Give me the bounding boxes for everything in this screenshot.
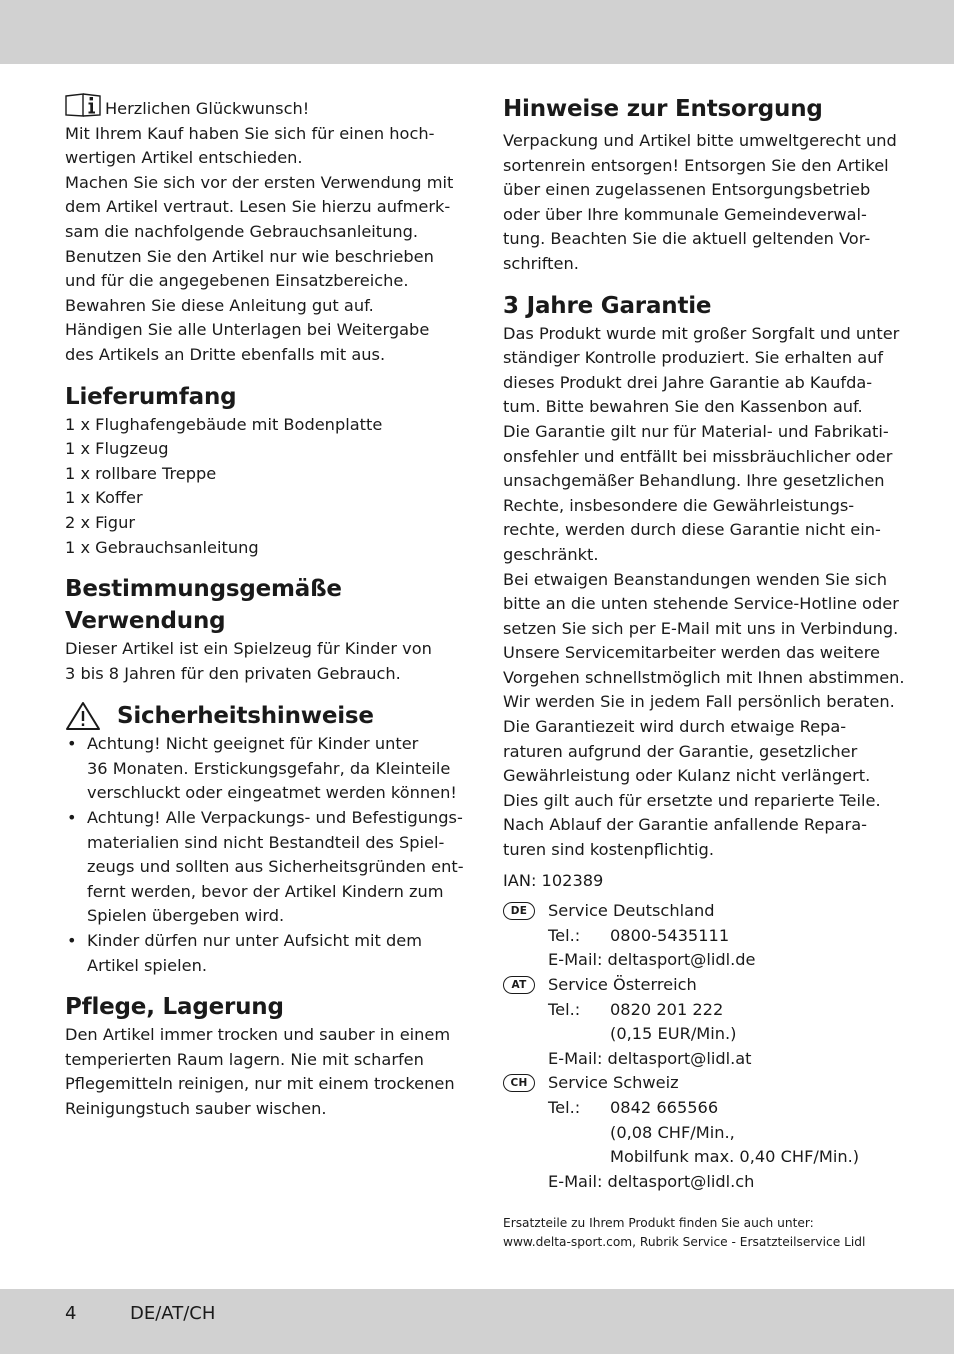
lieferumfang-heading: Lieferumfang <box>65 383 237 410</box>
tel-label: Tel.: <box>548 1097 581 1117</box>
service-email: E-Mail: deltasport@lidl.de <box>548 950 756 970</box>
pflege-heading: Pflege, Lagerung <box>65 994 284 1021</box>
service-email: E-Mail: deltasport@lidl.at <box>548 1048 752 1068</box>
country-flag-ch-icon: CH <box>503 1074 535 1092</box>
intro-line: wertigen Artikel entschieden. <box>65 148 303 168</box>
tel-number: 0820 201 222 (0,15 EUR/Min.) <box>610 999 737 1044</box>
service-name: Service Österreich <box>548 975 697 994</box>
intro-section <box>65 93 457 368</box>
sicherheit-header <box>65 700 457 732</box>
page-region: DE/AT/CH <box>130 1303 216 1324</box>
tel-label: Tel.: <box>548 999 581 1019</box>
intro-line: Bewahren Sie diese Anleitung gut auf. <box>65 295 374 315</box>
bestimmung-heading: Bestimmungsgemäße Verwendung <box>65 576 342 635</box>
list-item: 2 x Figur <box>65 512 135 532</box>
ian-number: IAN: 102389 <box>503 870 604 890</box>
left-column <box>65 93 464 1122</box>
list-item: 1 x Flughafengebäude mit Bodenplatte <box>65 414 383 434</box>
list-item: • Achtung! Nicht geeignet für Kinder unter 36 Monaten. Erstickungsgefahr, da Kleinteile verschluckt oder eingeatmet werden können! <box>65 732 457 806</box>
list-item: • Kinder dürfen nur unter Aufsicht mit dem Artikel spielen. <box>65 929 457 978</box>
garantie-heading: 3 Jahre Garantie <box>503 292 712 319</box>
intro-line: und für die angegebenen Einsatzbereiche. <box>65 271 409 291</box>
garantie-text: Das Produkt wurde mit großer Sorgfalt und unter ständiger Kontrolle produziert. Sie erhalten auf dieses Produkt drei Jahre Garantie ab Kaufda- tum. Bitte bewahren Sie den Kassenbon auf. Die Garantie gilt nur für Material- und Fabrikati- onsfehler und entfällt bei missbräuchlicher oder unsachgemäßer Behandlung. Ihre gesetzlichen Rechte, insbesondere die Gewährleistungs- rechte, werden durch diese Garantie nicht ein- geschränkt. Bei etwaigen Beanstandungen wenden Sie sich bitte an die unten stehende Service-Hotline oder setzen Sie sich per E-Mail mit uns in Verbindung. Unsere Servicemitarbeiter werden das weitere Vorgehen schnellstmöglich mit Ihnen abstimmen. Wir werden Sie in jedem Fall persönlich beraten. Die Garantiezeit wird durch etwaige Repa- raturen aufgrund der Garantie, gesetzlicher Gewährleistung oder Kulanz nicht verlängert. Dies gilt auch für ersetzte und reparierte Teile. Nach Ablauf der Garantie anfallende Repara- turen sind kostenpflichtig. <box>503 323 905 860</box>
list-item: 1 x Flugzeug <box>65 439 169 459</box>
list-item: 1 x Gebrauchsanleitung <box>65 537 259 557</box>
intro-line: Händigen Sie alle Unterlagen bei Weitergabe <box>65 320 430 340</box>
tel-number: 0842 665566 (0,08 CHF/Min., Mobilfunk max. 0,40 CHF/Min.) <box>610 1097 860 1167</box>
intro-line: sam die nachfolgende Gebrauchsanleitung. <box>65 221 419 241</box>
intro-line: Mit Ihrem Kauf haben Sie sich für einen hoch- <box>65 123 435 143</box>
entsorgung-text: Verpackung und Artikel bitte umweltgerecht und sortenrein entsorgen! Entsorgen Sie den Artikel über einen zugelassenen Entsorgungsbetrieb oder über Ihre kommunale Gemeindeverwal- tung. Beachten Sie die aktuell geltenden Vor- schriften. <box>503 131 897 273</box>
tel-label: Tel.: <box>548 925 581 945</box>
sicherheit-heading: Sicherheitshinweise <box>117 703 374 730</box>
header-bar <box>0 0 954 64</box>
page-number: 4 <box>65 1303 77 1324</box>
service-name: Service Deutschland <box>548 901 715 921</box>
country-flag-de-icon: DE <box>503 902 535 920</box>
service-de <box>503 899 903 973</box>
list-item: 1 x Koffer <box>65 488 143 508</box>
warning-triangle-icon <box>65 701 101 731</box>
intro-line: dem Artikel vertraut. Lesen Sie hierzu aufmerk- <box>65 197 451 217</box>
list-item: • Achtung! Alle Verpackungs- und Befestigungs- materialien sind nicht Bestandteil des Spiel- zeugs und sollten aus Sicherheitsgründen ent- fernt werden, bevor der Artikel Kindern zum Spielen übergeben wird. <box>65 806 457 929</box>
country-flag-at-icon: AT <box>503 976 535 994</box>
intro-line: Machen Sie sich vor der ersten Verwendung mit <box>65 172 454 192</box>
service-at <box>503 973 903 1071</box>
list-item: 1 x rollbare Treppe <box>65 463 217 483</box>
bestimmung-text: Dieser Artikel ist ein Spielzeug für Kinder von 3 bis 8 Jahren für den privaten Gebrauch. <box>65 639 432 683</box>
entsorgung-heading: Hinweise zur Entsorgung <box>503 96 823 122</box>
info-manual-icon <box>65 93 101 117</box>
intro-heading: Herzlichen Glückwunsch! <box>105 99 310 118</box>
pflege-text: Den Artikel immer trocken und sauber in einem temperierten Raum lagern. Nie mit scharfen Pflegemitteln reinigen, nur mit einem trockenen Reinigungstuch sauber wischen. <box>65 1025 455 1118</box>
right-column <box>503 93 903 1252</box>
service-name: Service Schweiz <box>548 1073 679 1093</box>
lieferumfang-list <box>65 413 457 561</box>
service-email: E-Mail: deltasport@lidl.ch <box>548 1171 755 1191</box>
ersatzteile-note: Ersatzteile zu Ihrem Produkt finden Sie auch unter: www.delta-sport.com, Rubrik Service - Ersatzteilservice Lidl <box>503 1216 866 1250</box>
tel-number: 0800-5435111 <box>610 925 730 945</box>
service-ch <box>503 1071 903 1194</box>
intro-line: des Artikels an Dritte ebenfalls mit aus. <box>65 344 386 364</box>
intro-line: Benutzen Sie den Artikel nur wie beschrieben <box>65 246 434 266</box>
sicherheit-list <box>65 732 464 978</box>
